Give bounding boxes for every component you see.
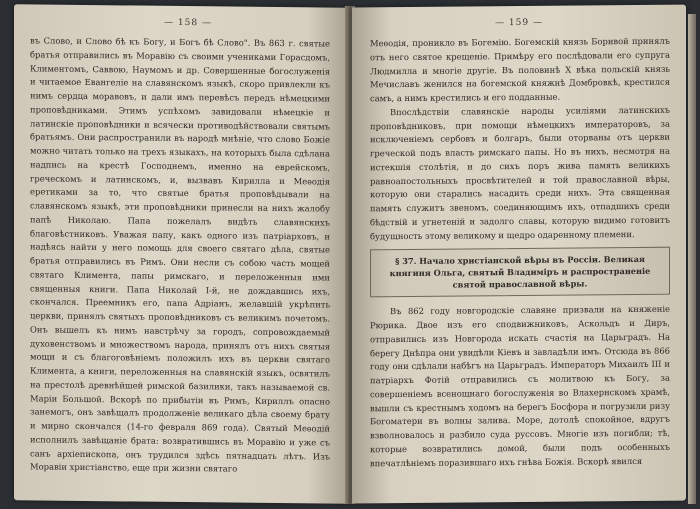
left-page xyxy=(14,4,348,503)
paragraph: въ Слово, и Слово бѣ къ Богу, и Богъ бѣ Слово". Въ 863 г. святые братья отправились въ Моравію съ своими учениками Горасдомъ, Климентомъ, Саввою, Наумомъ и др. Совершенные богослуженія и читаемое Евангеліе на славянскомъ языкѣ, скоро привлекли къ нимъ сердца моравовъ, и дали имъ перевѣсъ передъ нѣмецкими проповѣдниками. Этимъ успѣхомъ завидовали нѣмецкіе и латинскіе проповѣдники и всячески противодѣйствовали святымъ братьямъ. Они распространили въ народѣ мнѣніе, что слово Божіе можно читать только на трехъ языкахъ, на которыхъ была сдѣлана надпись на крестѣ Господнемъ, именно на еврейскомъ, греческомъ и латинскомъ, и, вызвавъ Кирилла и Меѳодія еретиками за то, что святые братья проповѣдывали на славянскомъ языкѣ, эти проповѣдники принесли на нихъ жалобу папѣ Николаю. Папа пожелалъ видѣть славянскихъ благовѣстниковъ. Уважая папу, какъ одного изъ патріарховъ, и надѣясь найти у него помощь для своего святаго дѣла, святые братья отправились въ Римъ. Они несли съ собою часть мощей святаго Климента, папы римскаго, и переложенныя ими священныя книги. Папа Николай I-й, не дождавшись ихъ, скончался. Преемникъ его, папа Адріанъ, желавшій укрѣпить церкви, принялъ святыхъ проповѣдниковъ съ великимъ почетомъ. Онъ вышелъ къ нимъ навстрѣчу за городъ, сопровождаемый духовенствомъ и множествомъ народа, принялъ отъ нихъ святыя мощи и съ благоговѣніемъ положилъ ихъ въ церкви святаго Климента, а книги, переложенныя на славянскій языкъ, освятилъ на престолѣ древнѣйшей римской базилики, такъ называемой св. Маріи Большой. Вскорѣ по прибытіи въ Римъ, Кириллъ опасно занемогъ, онъ завѣщалъ продолженіе великаго дѣла своему брату и мирно скончался (14-го февраля 869 года). Святый Меѳодій исполнилъ завѣщаніе брата: возвратившись въ Моравію и уже съ санъ архіепископа, онъ трудился здѣсь пятнадцать лѣтъ. Изъ Моравіи христіанство, еще при жизни святаго xyxy=(30,35,330,474)
page-number-right: — 159 — xyxy=(495,17,543,29)
page-edges xyxy=(688,14,696,504)
right-page-text xyxy=(370,35,670,471)
open-book xyxy=(14,6,686,506)
section-heading: § 37. Начало христіанской вѣры въ Россіи. Великая княгиня Ольга, святый Владиміръ и распространеніе святой православной вѣры. xyxy=(370,247,670,298)
paragraph: Впослѣдствіи славянскіе народы усиліями латинскихъ проповѣдниковъ, при помощи нѣмецкихъ императоровъ, за исключеніемъ сербовъ и болгаръ, были оторваны отъ церкви греческой подъ власть римскаго папы. Но въ нихъ, несмотря на истекшія столѣтія, и до сихъ поръ жива память великихъ равноапостольныхъ просвѣтителей и той православной вѣры, которую они старались насадить среди нихъ. Эта священная память служитъ звеномъ, соединяющимъ ихъ, отпадшихъ среди бѣдствій и угнетеній и задолго славы, которую видимо готовитъ будущность этому великому и щедро одаренному племени. xyxy=(370,104,670,241)
left-page-text xyxy=(30,34,330,477)
paragraph: Въ 862 году новгородскіе славяне призвали на княженіе Рюрика. Двое изъ его сподвижниковъ, Аскольдъ и Диръ, отправились изъ Новгорода искать счастія на Царьградъ. На берегу Днѣпра они увидѣли Кіевъ и завладѣли имъ. Отсюда въ 866 году они сдѣлали набѣгъ на Царьградъ. Императоръ Михаилъ III и патріархъ Фотій отправились съ молитвою къ Богу, за совершеніемъ всенощнаго богослуженія во Влахернскомъ храмѣ, вышли съ крестнымъ ходомъ на берегъ Босфора и погрузили ризу Богоматери въ волны залива. Море, дотолѣ спокойное, вдругъ взволновалось и разбило суда руссовъ. Многіе изъ погибли; тѣ, которые возвратились домой, были подъ особенныхъ впечатлѣніемъ поразившаго ихъ гнѣва Божія. Вскорѣ явился xyxy=(370,303,670,468)
paragraph: Меѳодія, проникло въ Богемію. Богемскій князь Боривой принялъ отъ него святое крещеніе. Примѣру его послѣдовали его супруга Людмилла и многіе другіе. Въ половинѣ X вѣка польскій князь Мечиславъ женился на богемской княжнѣ Домбровкѣ, крестился самъ, а нимъ крестились и его подданные. xyxy=(370,35,670,104)
right-page xyxy=(352,5,686,504)
page-number-left: — 158 — xyxy=(164,17,212,29)
